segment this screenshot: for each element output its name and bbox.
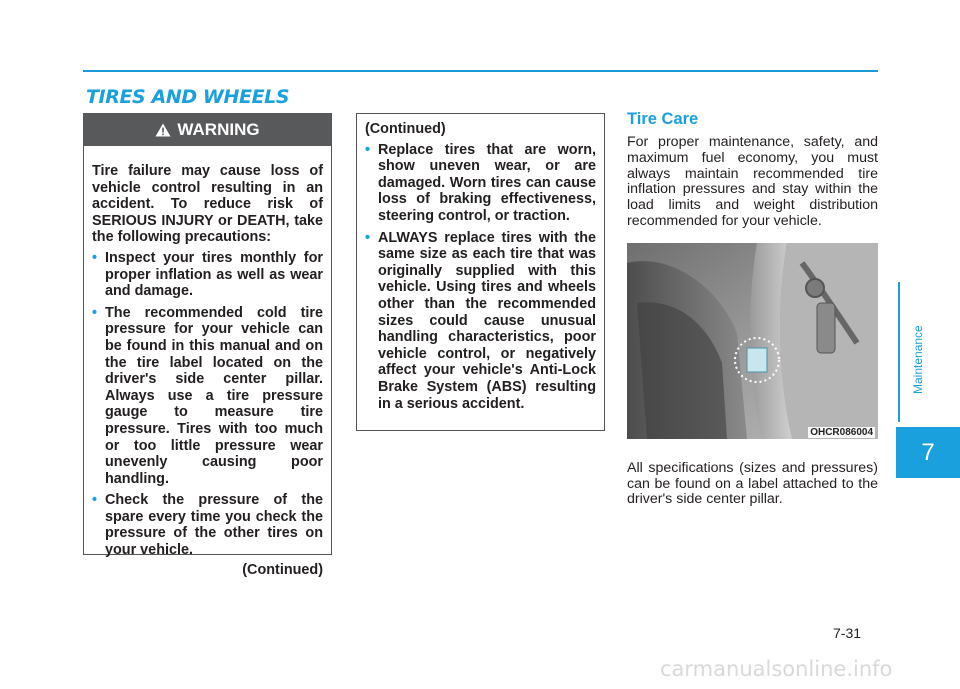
warning-list	[92, 250, 323, 559]
bullet-icon: •	[92, 304, 98, 321]
list-item	[92, 492, 323, 558]
watermark: carmanualsonline.info	[660, 657, 893, 681]
warning-box	[83, 113, 332, 578]
door-pillar-photo	[627, 243, 878, 439]
warning-body	[84, 153, 331, 578]
list-item-text: Inspect your tires monthly for proper inflation as well as wear and damage.	[105, 249, 323, 300]
image-code: OHCR086004	[810, 426, 873, 438]
warning-triangle-icon	[155, 123, 171, 137]
continued-body	[357, 114, 604, 412]
list-item-text: Replace tires that are worn, show uneven wear, or are damaged. Worn tires can cause loss of braking effectiveness, steering control, or traction.	[378, 141, 596, 224]
door-pillar-illustration	[627, 243, 878, 439]
list-item-text: The recommended cold tire pressure for your vehicle can be found in this manual and on the tire label located on the driver's side center pillar. Always use a tire pressure gauge to measure tire pressure. Tires with too much or too little pressure wear unevenly causing poor handling.	[105, 304, 323, 487]
continued-list	[365, 142, 596, 413]
list-item	[92, 250, 323, 300]
specifications-paragraph: All specifications (sizes and pressures) can be found on a label attached to the driver's side center pillar.	[627, 459, 878, 508]
continued-label: (Continued)	[242, 561, 323, 578]
tire-care-paragraph: For proper maintenance, safety, and maximum fuel economy, you must always maintain recommended tire inflation pressures and stay within the load limits and weight distribution recommended for your vehicle.	[627, 134, 878, 229]
section-title: TIRES AND WHEELS	[86, 86, 290, 108]
list-item	[365, 230, 596, 413]
tire-care-heading: Tire Care	[627, 110, 699, 128]
warning-intro: Tire failure may cause loss of vehicle control resulting in an accident. To reduce risk of SERIOUS INJURY or DEATH, take the following precautions:	[92, 163, 323, 246]
warning-label: WARNING	[177, 120, 260, 139]
continued-heading: (Continued)	[365, 121, 446, 137]
chapter-label: Maintenance	[911, 325, 925, 394]
list-item	[92, 305, 323, 488]
continued-box	[356, 113, 605, 431]
bullet-icon: •	[92, 492, 98, 509]
bullet-icon: •	[365, 229, 371, 246]
top-rule	[83, 70, 878, 72]
tire-care-section	[627, 110, 878, 508]
bullet-icon: •	[92, 249, 98, 266]
bullet-icon: •	[365, 141, 371, 158]
side-tab-rule	[898, 282, 900, 422]
list-item	[365, 142, 596, 225]
list-item-text: ALWAYS replace tires with the same size as each tire that was originally supplied with this vehicle. Using tires and wheels other than the recommended sizes could cause unusual handling characteristics, poor vehicle control, or negatively affect your vehicle's Anti-Lock Brake System (ABS) resulting in a serious accident.	[378, 229, 596, 412]
list-item-text: Check the pressure of the spare every time you check the pressure of the other tires on your vehicle.	[105, 492, 323, 559]
chapter-number: 7	[896, 427, 960, 478]
page-number: 7-31	[833, 625, 862, 641]
warning-header	[84, 114, 331, 146]
